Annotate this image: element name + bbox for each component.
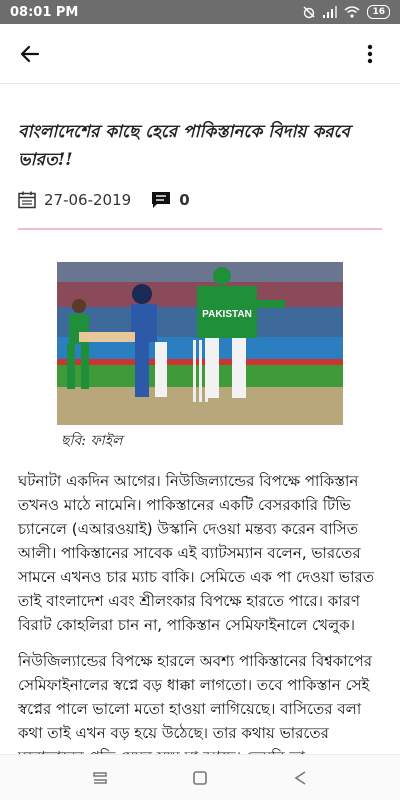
system-back-button[interactable] [280,758,320,798]
back-button[interactable] [14,38,46,70]
article-meta [18,186,382,214]
home-icon [192,770,208,786]
wifi-icon [344,6,360,18]
article-date: 27-06-2019 [44,191,132,209]
battery-level: 16 [372,6,385,17]
photo-caption: ছবি: ফাইল [61,433,123,449]
home-button[interactable] [180,758,220,798]
calendar-icon [18,191,36,209]
article-figure [57,262,343,453]
comments-button[interactable] [151,191,189,209]
article-paragraph: ঘটনাটা একদিন আগের। নিউজিল্যান্ডের বিপক্ষে পাকিস্তান তখনও মাঠে নামেনি। পাকিস্তানের একটি বেসরকারি টিভি চ্যানেলে (এআরওয়াই) উস্কানি দেওয়া মন্তব্য করেন বাসিত আলী। পাকিস্তানের সাবেক এই ব্যাটসম্যান বলেন, ভারতের সামনে এখনও চার ম্যাচ বাকি। সেমিতে এক পা দেওয়া ভারত তাই বাংলাদেশ এবং শ্রীলংকার বিপক্ষে হারতে পারে। কারণ বিরাট কোহলিরা চান না, পাকিস্তান সেমিফাইনালে খেলুক। [18,472,374,634]
signal-icon [323,6,337,18]
comment-icon [151,191,171,209]
article-content[interactable] [0,84,400,754]
nav-back-icon [292,770,308,786]
arrow-back-icon [20,44,40,64]
alarm-off-icon [302,5,316,19]
system-nav-bar [0,754,400,800]
comment-count: 0 [179,191,190,209]
more-vert-icon [367,44,373,64]
jersey-text: PAKISTAN [202,309,252,320]
recents-button[interactable] [80,758,120,798]
status-bar [0,0,400,24]
recents-icon [92,771,108,785]
article-headline: বাংলাদেশের কাছে হেরে পাকিস্তানকে বিদায় করবে ভারত!! [18,122,350,170]
article-paragraph: নিউজিল্যান্ডের বিপক্ষে হারলে অবশ্য পাকিস্তানের বিশ্বকাপের সেমিফাইনালের স্বপ্নে বড় ধাক্কা লাগতো। তবে পাকিস্তান সেই স্বপ্নের পালে ভালো মতো হাওয়া লাগিয়েছে। বাসিতের বলা কথা তাই এখন বড় হয়ে উঠেছে। তার কথায় ভারতের [18,652,373,742]
status-icons [302,5,390,19]
article-body [18,469,382,769]
cricket-photo[interactable] [57,262,343,425]
battery-icon [367,5,390,19]
more-options-button[interactable] [354,38,386,70]
status-time: 08:01 PM [10,4,79,20]
divider [18,228,382,230]
app-bar [0,24,400,84]
